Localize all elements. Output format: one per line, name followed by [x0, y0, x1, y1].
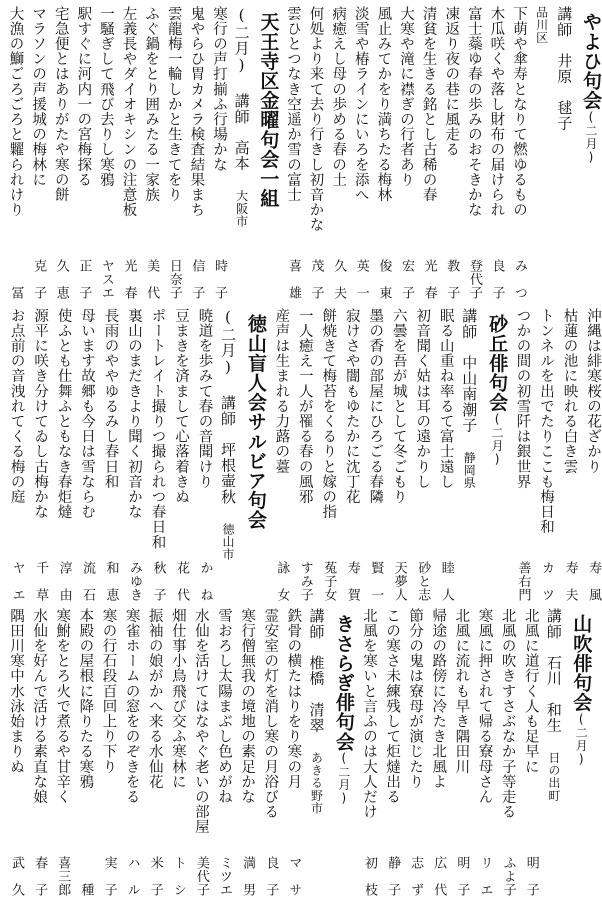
haiku-line: 節分の鬼は寮母が演じたり 志 ず	[407, 608, 424, 897]
author-name: 秋 子	[150, 561, 166, 602]
haiku-line: 凍返り夜の巷に風走る 教 子	[443, 6, 460, 300]
author-name: ヤ エ	[9, 561, 25, 602]
author-name: 茂 子	[308, 259, 324, 300]
author-name: 美代子	[193, 856, 209, 897]
haiku-line: ふぐ鍋をとり囲みたる一家族 美 代	[143, 6, 160, 300]
haiku-line: 富士蘂ゆ春の歩みのおそきかな 登代子	[465, 6, 482, 300]
band-bottom	[0, 606, 600, 897]
author-name: 善右門	[515, 561, 531, 602]
section-title-yayohi: やよひ句会(二月)	[580, 12, 602, 165]
haiku-line: 畑仕事小鳥飛び交ふ寒林に ト シ	[169, 608, 186, 897]
haiku-line: 雲ひとつなき空遥か雪の富士 喜 雄	[284, 6, 301, 300]
haiku-line: 眠る山重ね率るて富士遠し 睦 人	[437, 308, 454, 602]
haiku-line: つかの間の初雪阡は銀世界 善右門	[514, 308, 531, 602]
haiku-line: 駅すぐに河内一の宮梅探る 正 子	[75, 6, 92, 300]
haiku-line: 枯蓮の池に映れる白き雲 寿 夫	[561, 308, 578, 602]
author-name: 流 石	[80, 561, 96, 602]
author-name: 美 代	[144, 259, 160, 300]
author-name: 英 一	[353, 259, 369, 300]
author-name: 信 子	[189, 259, 205, 300]
haiku-line: 雲龍梅一輪しかと生きてをり 日奈子	[165, 6, 182, 300]
author-name: 広 代	[431, 856, 447, 897]
author-name: か ね	[197, 561, 213, 602]
author-name: 久 夫	[331, 259, 347, 300]
haiku-line: 寒行の声打揃ふ行場かな 時 子	[210, 6, 227, 300]
author-name: 淳 由	[56, 561, 72, 602]
author-name: ト シ	[170, 856, 186, 897]
teacher-yamabuki: 講師 石川 和生 日の出町	[544, 608, 563, 802]
haiku-line: 鉄骨の横たはりをり寒の月 マ サ	[285, 608, 302, 897]
authors-yayohi: 品川区	[534, 6, 549, 44]
haiku-line: 沖縄は緋寒桜の花ざかり 寿 風	[585, 308, 601, 602]
haiku-line: 清貧を生きる銘とし古稀の春 光 春	[420, 6, 437, 300]
haiku-line: マラソンの声援城の梅林に 克 子	[30, 6, 47, 300]
haiku-line: 墨の香の部屋にひろごる春隣 賢 一	[367, 308, 384, 602]
author-name: 天夢人	[391, 561, 407, 602]
haiku-line: 母います故郷も今日は雪ならむ 流 石	[79, 308, 96, 602]
haiku-line: 餅焼きて梅苔をくるりと嫁の指 菟子女	[320, 308, 337, 602]
author-name: 良 子	[263, 856, 279, 897]
haiku-line: 水仙を活けてはなやぐ老いの部屋 美代子	[192, 608, 209, 897]
author-name: 時 子	[211, 259, 227, 300]
teacher-kisaragi: 講師 椎橋 清翠 あきる野市	[307, 608, 326, 815]
teacher-tennoji: (二月) 講師 高本 大阪市	[232, 6, 251, 228]
author-name: 喜三郎	[55, 856, 71, 897]
section-title-yamabuki: 山吹俳句会(二月)	[570, 614, 593, 767]
haiku-line: 寂けさや闇もゆたかに沈丁花 寿 賀	[343, 308, 360, 602]
section-title-tokuyama: 徳山盲人会サルビア句会	[244, 314, 267, 530]
haiku-line: 裏山のまだきより聞く初音かな みゆき	[126, 308, 143, 602]
teacher-tokuyama: (二月) 講師 坪根壷秋 徳山市	[218, 308, 237, 561]
author-name: 俊 東	[376, 259, 392, 300]
haiku-line: 宅急便とはありがたや寒の餅 久 恵	[52, 6, 69, 300]
haiku-line: 北風の吹きすさぶなか子等走る ふよ子	[499, 608, 516, 897]
haiku-line: 病癒えし母の歩める春の土 久 夫	[330, 6, 347, 300]
section-title-kisaragi: きさらぎ俳句会(二月)	[332, 614, 355, 806]
author-name: 菟子女	[321, 561, 337, 602]
haiku-line: 本殿の屋根に降りたる寒鴉 種	[77, 608, 94, 897]
haiku-line: 寒鮒をとろ火で煮るや甘辛く 喜三郎	[54, 608, 71, 897]
author-name: 実 子	[101, 856, 117, 897]
haiku-line: 木瓜咲くや落し財布の届けられ 良 子	[488, 6, 505, 300]
author-name: 睦 人	[438, 561, 454, 602]
band-middle	[0, 306, 600, 602]
author-name: 登代子	[466, 259, 482, 300]
haiku-line: トンネルを出でたりここも梅日和 カ ツ	[538, 308, 555, 602]
author-name: 千 草	[33, 561, 49, 602]
author-name: 寿 夫	[562, 561, 578, 602]
haiku-line: ポートレイト撮りつ撮られつ春日和 秋 子	[149, 308, 166, 602]
teacher-sakyu: 講師 中山南潮子 静岡県	[460, 308, 479, 490]
author-name: 満 男	[240, 856, 256, 897]
haiku-line: 北風に道行く人も足早に 明 子	[522, 608, 539, 897]
author-name: 詠 女	[274, 561, 290, 602]
author-name: 明 子	[454, 856, 470, 897]
author-name: 種	[78, 883, 94, 897]
haiku-line: 水仙を好んで活ける素直な娘 春 子	[31, 608, 48, 897]
author-name: 明 子	[523, 856, 539, 897]
haiku-line: 大漁の鰤ごろごろと糶られけり 冨	[7, 6, 24, 300]
haiku-line: 豆まきを済まして心落着きぬ 花 代	[172, 308, 189, 602]
section-title-sakyu: 砂丘俳句会(二月)	[486, 314, 509, 467]
haiku-line: 産声は生まれる力蕗の薹 詠 女	[273, 308, 290, 602]
author-name: ヤスエ	[98, 259, 114, 300]
haiku-line: 大寒や滝に襟ぎの行者あり 宏 子	[397, 6, 414, 300]
author-name: みゆき	[127, 561, 143, 602]
author-name: 正 子	[76, 259, 92, 300]
haiku-line: 使ふとも仕舞ふともなき春炬燵 淳 由	[55, 308, 72, 602]
author-name: ミツエ	[217, 856, 233, 897]
author-name: 光 春	[421, 259, 437, 300]
author-name: ふよ子	[500, 856, 516, 897]
author-name: 冨	[8, 286, 24, 300]
haiku-line: 霊安室の灯を消し寒の月浴びる 良 子	[262, 608, 279, 897]
author-name: 寿 風	[586, 561, 601, 602]
author-name: 志 ず	[408, 856, 424, 897]
haiku-line: 雪おろし太陽まぶし色めがね ミツエ	[216, 608, 233, 897]
haiku-line: 一人癒え一人が罹る春の風邪 すみ子	[296, 308, 313, 602]
author-name: 砂と志	[415, 561, 431, 602]
author-name: 春 子	[32, 856, 48, 897]
author-name: 教 子	[444, 259, 460, 300]
haiku-line: 源平に咲き分けてゐし古梅かな 千 草	[32, 308, 49, 602]
haiku-line: 振袖の娘がかへ来る水仙花 米 子	[146, 608, 163, 897]
author-name: 米 子	[147, 856, 163, 897]
band-top	[0, 4, 600, 300]
author-name: 喜 雄	[285, 259, 301, 300]
author-name: 良 子	[489, 259, 505, 300]
author-name: 賢 一	[368, 561, 384, 602]
author-name: 日奈子	[166, 259, 182, 300]
haiku-line: 寒行僧無我の境地の素足かな 満 男	[239, 608, 256, 897]
haiku-line: 下萌や傘寿となりて燃ゆるもの み つ	[511, 6, 528, 300]
haiku-line: 隅田川寒中水泳始まりぬ 武 久	[8, 608, 25, 897]
section-title-tennoji: 天王寺区金曜句会一組	[257, 12, 280, 208]
author-name: み つ	[512, 259, 528, 300]
author-name: 久 恵	[53, 259, 69, 300]
haiku-line: 何処より来て去り行きし初音かな 茂 子	[307, 6, 324, 300]
haiku-line: 左義長やダイオキシンの注意板 光 春	[120, 6, 137, 300]
haiku-line: 暁道を歩みて春の音聞けり か ね	[196, 308, 213, 602]
haiku-line: 一騒ぎして飛び去りし寒鴉 ヤスエ	[97, 6, 114, 300]
haiku-line: 北風を寒いと言ふのは大人だけ 初 枝	[360, 608, 377, 897]
author-name: ハ ル	[124, 856, 140, 897]
author-name: 静 子	[385, 856, 401, 897]
haiku-line: この寒さ未練残して炬燵出る 静 子	[384, 608, 401, 897]
author-name: 花 代	[173, 561, 189, 602]
author-name: すみ子	[297, 561, 313, 602]
author-name: カ ツ	[539, 561, 555, 602]
haiku-line: 鬼やらひ胃カメラ検査結果まち 信 子	[188, 6, 205, 300]
haiku-line: 六曇を吾が城として冬ごもり 天夢人	[390, 308, 407, 602]
haiku-line: 寒の行石段百回上り下り 実 子	[100, 608, 117, 897]
author-name: 和 恵	[103, 561, 119, 602]
author-name: 寿 賀	[344, 561, 360, 602]
author-name: 初 枝	[361, 856, 377, 897]
author-name: 克 子	[31, 259, 47, 300]
haiku-line: 寒風に押されて帰る寮母さん リ エ	[476, 608, 493, 897]
author-name: 宏 子	[398, 259, 414, 300]
author-name: マ サ	[286, 856, 302, 897]
teacher-yayohi: 講師 井原 毬子	[555, 6, 574, 131]
haiku-line: 長雨のややゆるみし春日和 和 恵	[102, 308, 119, 602]
haiku-line: 淡雪や椿ラインにいろを添へ 英 一	[352, 6, 369, 300]
author-name: 武 久	[9, 856, 25, 897]
haiku-line: 風止みてかをり満ちたる梅林 俊 東	[375, 6, 392, 300]
haiku-line: 北風に流れも早き隅田川 明 子	[453, 608, 470, 897]
haiku-line: 初音聞く姑は耳の遠かりし 砂と志	[414, 308, 431, 602]
author-name: リ エ	[477, 856, 493, 897]
haiku-line: 帰途の路傍に冷たき北風よ 広 代	[430, 608, 447, 897]
haiku-line: 寒雀ホームの窓をのぞきをる ハ ル	[123, 608, 140, 897]
haiku-line: お点前の音洩れてくる梅の庭 ヤ エ	[8, 308, 25, 602]
author-name: 光 春	[121, 259, 137, 300]
